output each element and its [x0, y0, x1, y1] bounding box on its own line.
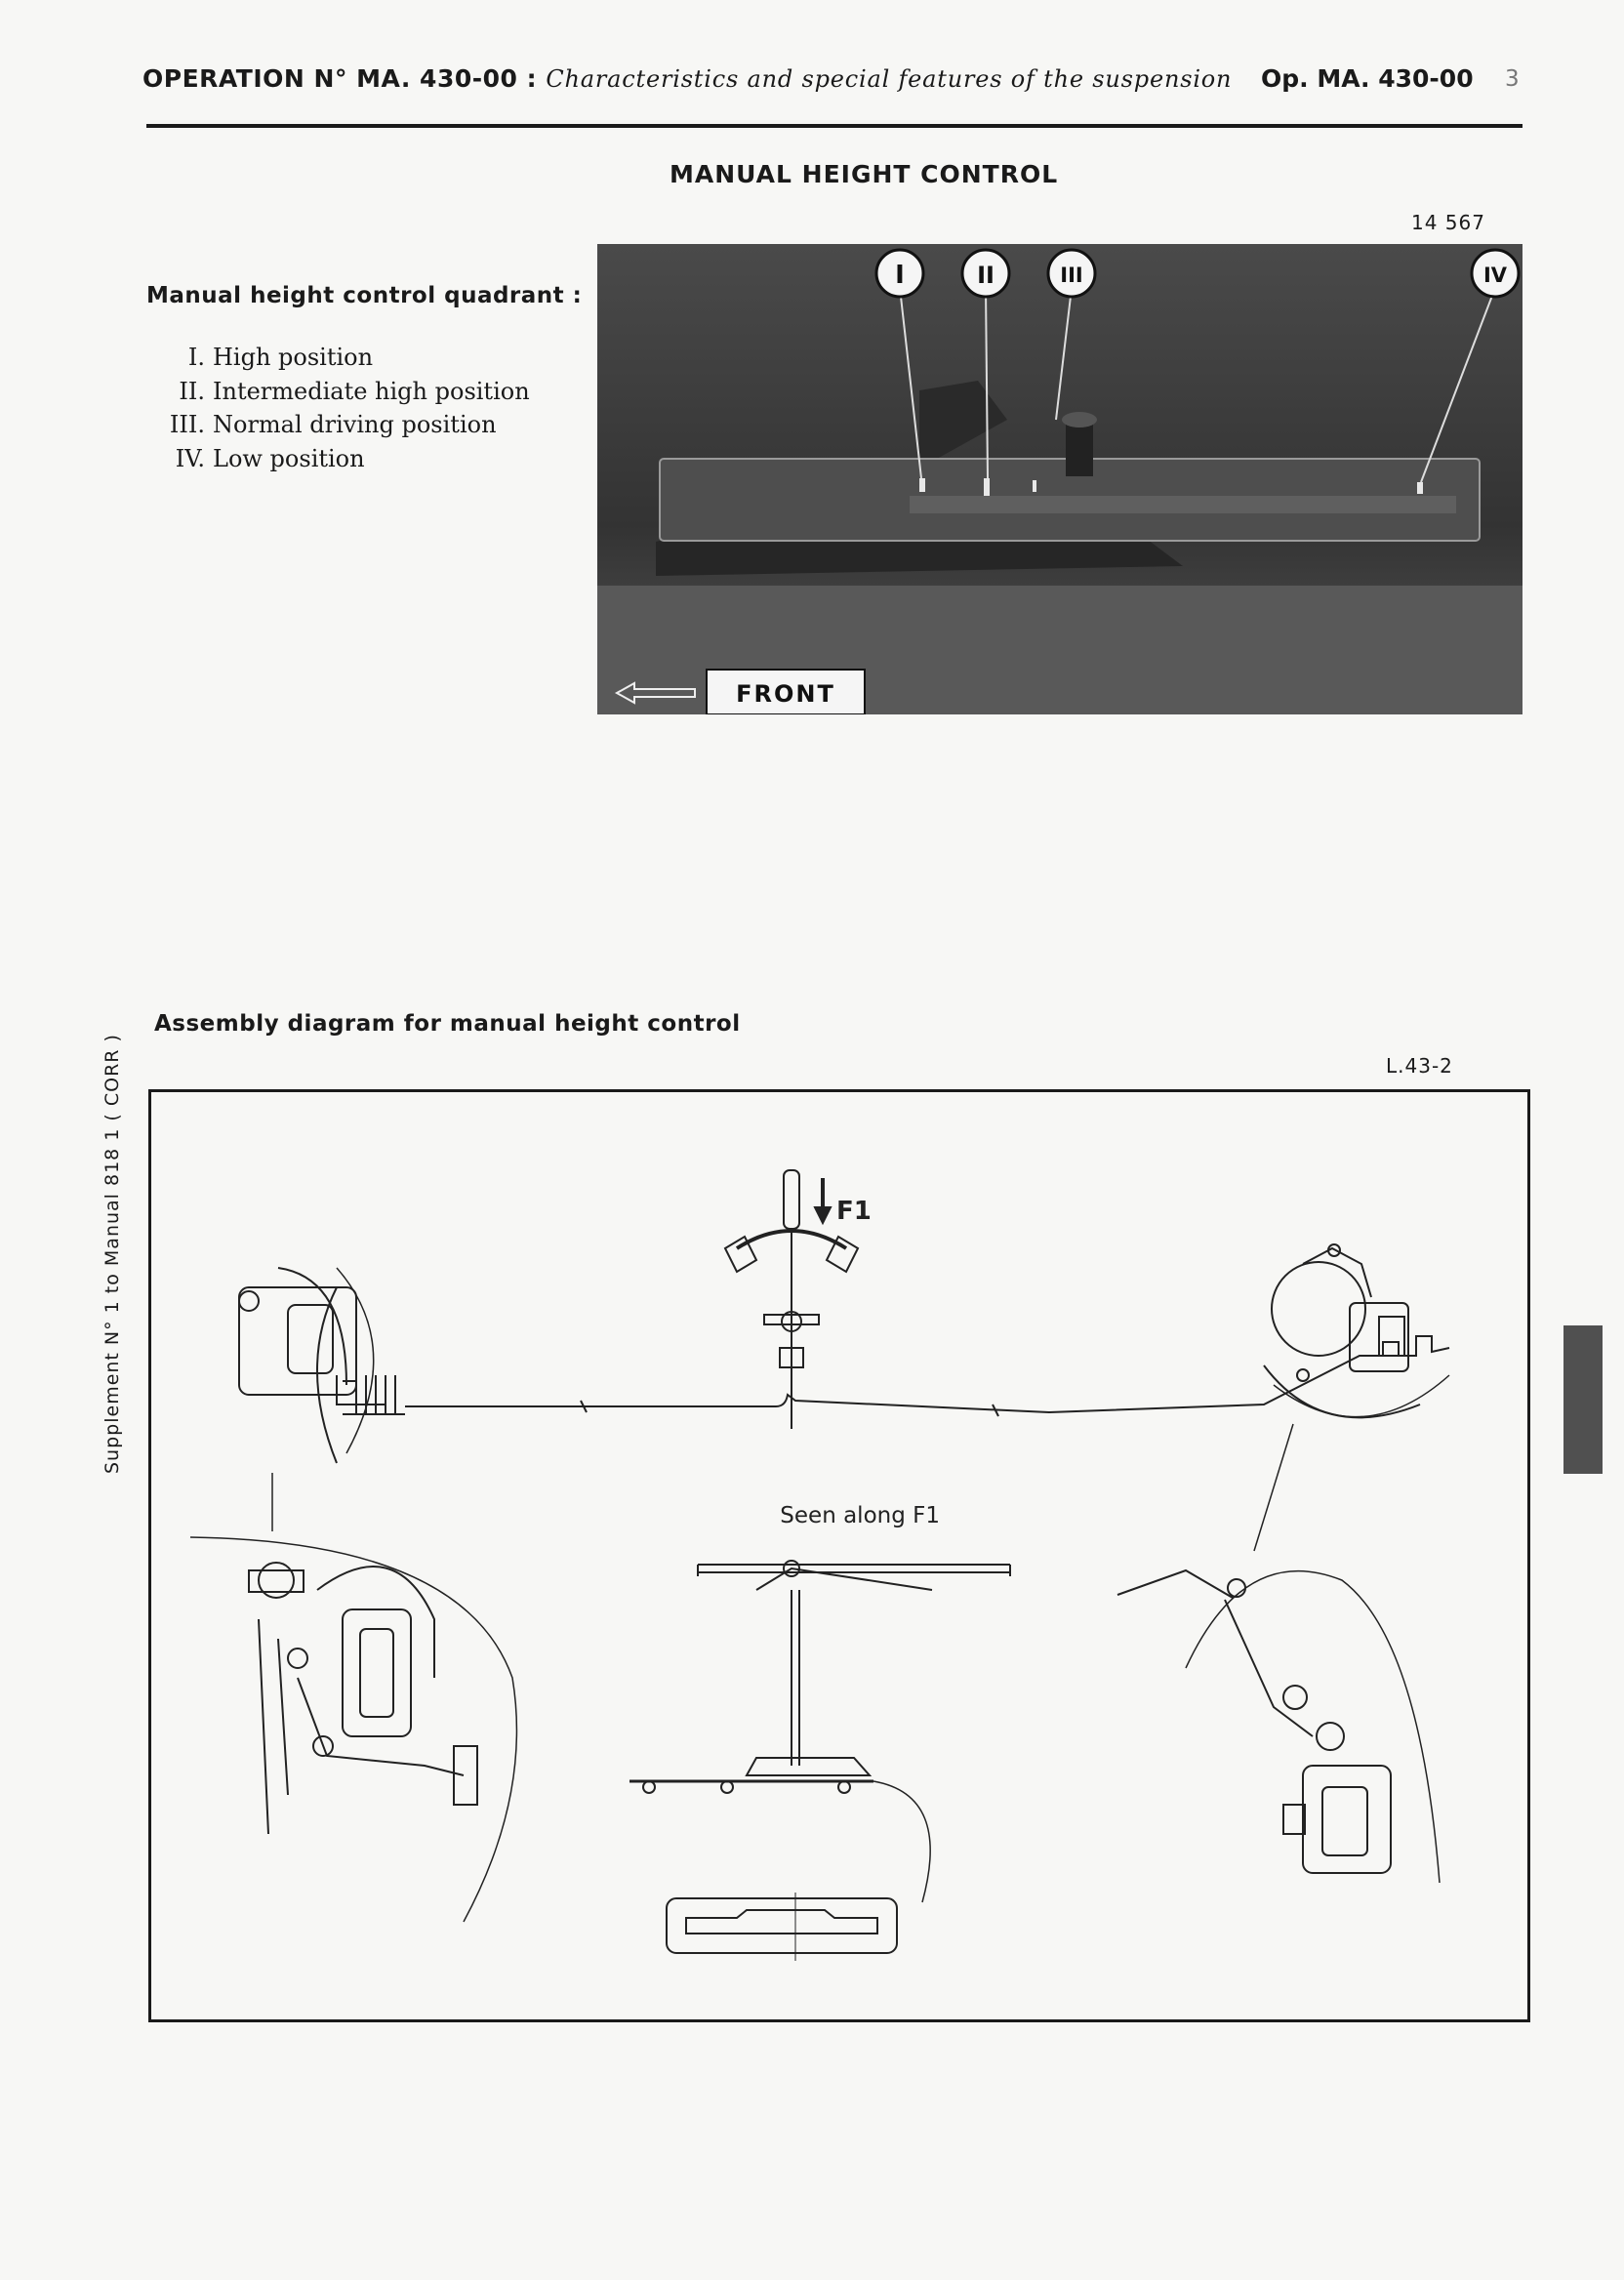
notch-mark — [1033, 480, 1036, 492]
header-rule — [146, 124, 1522, 128]
f1-section-view — [629, 1561, 1010, 1961]
assembly-ref: L.43-2 — [1386, 1054, 1453, 1078]
height-control-photo — [597, 244, 1522, 714]
operation-ref: Op. MA. 430-00 — [1261, 64, 1474, 93]
position-item: I. High position — [187, 344, 374, 371]
right-height-corrector — [1264, 1244, 1420, 1417]
lever-handle — [784, 1170, 799, 1229]
marker-ii — [962, 250, 1009, 297]
supplement-note: Supplement N° 1 to Manual 818 1 ( CORR ) — [102, 1034, 123, 1474]
view-label: Seen along F1 — [780, 1503, 940, 1528]
position-item: III. Normal driving position — [169, 411, 497, 438]
f1-arrow-icon — [815, 1178, 831, 1223]
position-list — [164, 344, 530, 478]
photo-illustration — [597, 244, 1522, 714]
operation-number: OPERATION N° MA. 430-00 : — [142, 64, 538, 93]
quadrant-slot — [910, 496, 1456, 513]
operation-header — [142, 64, 1232, 93]
assembly-diagram — [148, 1089, 1530, 2022]
left-detail-view — [190, 1537, 516, 1922]
right-detail-view — [1117, 1570, 1440, 1883]
assembly-caption: Assembly diagram for manual height control — [154, 1011, 741, 1037]
marker-iii — [1048, 250, 1095, 297]
svg-text:III: III — [1060, 264, 1083, 287]
svg-text:II: II — [977, 262, 995, 289]
notch-mark — [1417, 482, 1423, 494]
svg-text:IV: IV — [1482, 264, 1508, 287]
svg-text:FRONT: FRONT — [736, 680, 835, 708]
notch-mark — [919, 478, 925, 492]
detail-leader — [1254, 1424, 1293, 1551]
f1-label: F1 — [836, 1197, 872, 1226]
marker-iv — [1472, 250, 1519, 297]
right-fender-outline — [1274, 1375, 1449, 1417]
photo-ref: 14 567 — [1411, 211, 1485, 234]
index-tab — [1563, 1325, 1603, 1474]
notch-mark — [984, 478, 990, 496]
position-item: II. Intermediate high position — [179, 377, 530, 405]
section-title: MANUAL HEIGHT CONTROL — [670, 160, 1059, 188]
position-item: IV. Low position — [175, 444, 365, 472]
marker-i — [876, 250, 923, 297]
svg-text:I: I — [895, 261, 905, 290]
lever-knob — [1062, 412, 1097, 428]
left-fender-outline — [337, 1268, 374, 1453]
left-height-corrector — [239, 1268, 405, 1463]
page-number: 3 — [1505, 66, 1520, 92]
assembly-drawing — [151, 1092, 1522, 2014]
quadrant-caption: Manual height control quadrant : — [146, 283, 583, 308]
operation-description: Characteristics and special features of the suspension — [546, 65, 1233, 93]
